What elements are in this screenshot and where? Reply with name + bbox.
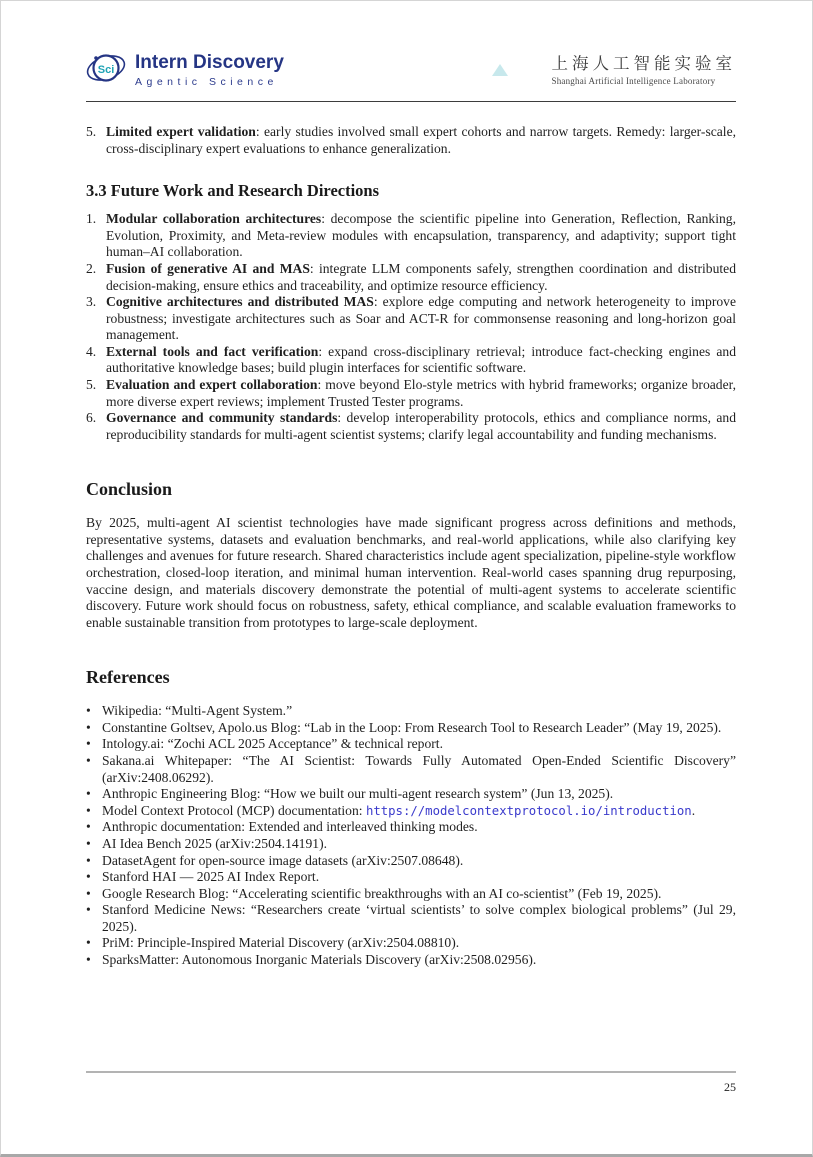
item-text [106,124,736,157]
reference-item [86,952,736,969]
reference-item [86,853,736,870]
page-body [86,102,736,969]
lab-name-cn: 上海人工智能实验室 [551,54,736,74]
logo-title: Intern Discovery [135,52,284,74]
item-body: : develop interoperability protocols, ethics and compliance norms, and reproducibility standards for multi-agent scientist systems; clarify legal accountability and funding mechanisms. [106,410,736,442]
reference-item [86,720,736,737]
sci-atom-icon [86,49,128,92]
item-number: 5. [86,377,97,393]
bullet-icon: • [86,852,91,868]
item-body: : early studies involved small expert cohorts and narrow targets. Remedy: larger-scale, cross-disciplinary expert evaluations to enhance generalization. [106,124,737,156]
page-number: 25 [724,1080,736,1094]
reference-item [86,803,736,820]
list-item [86,377,736,410]
bullet-icon: • [86,902,91,918]
item-text [106,261,736,294]
bullet-icon: • [86,869,91,885]
page-footer [86,1071,736,1096]
reference-text: Intology.ai: “Zochi ACL 2025 Acceptance” & technical report. [102,736,443,752]
reference-item [86,902,736,935]
list-item [86,344,736,377]
reference-text: Anthropic documentation: Extended and interleaved thinking modes. [102,819,478,835]
item-lead: Limited expert validation [106,124,256,139]
bullet-icon: • [86,719,91,735]
item-lead: Governance and community standards [106,410,338,426]
reference-text: Stanford Medicine News: “Researchers create ‘virtual scientists’ to solve complex biological problems” (Jul 29, 2025). [102,902,736,934]
item-body: : expand cross-disciplinary retrieval; introduce fact-checking engines and authoritative knowledge bases; build plugin interfaces for scientific software. [106,343,736,376]
item-text [106,294,736,344]
reference-item [86,836,736,853]
references-list [86,703,736,968]
reference-text: PriM: Principle-Inspired Material Discovery (arXiv:2504.08810). [102,935,460,951]
bullet-icon: • [86,885,91,901]
list-item [86,124,736,157]
reference-text: Anthropic Engineering Blog: “How we built our multi-agent research system” (Jun 13, 2025). [102,786,614,802]
item-body: : explore edge computing and network heterogeneity to improve robustness; investigate architectures such as Soar and ACT-R for commonsense reasoning and long-horizon goal management. [106,294,736,343]
reference-text: DatasetAgent for open-source image datasets (arXiv:2507.08648). [102,852,464,868]
challenges-list-continued [86,124,736,157]
item-lead: External tools and fact verification [106,343,319,359]
reference-text: SparksMatter: Autonomous Inorganic Materials Discovery (arXiv:2508.02956). [102,952,537,967]
reference-item [86,869,736,886]
page-header [86,1,736,92]
shanghai-ai-lab-logo [470,52,737,89]
reference-text: Stanford HAI — 2025 AI Index Report. [102,869,320,885]
item-text [106,410,736,443]
reference-item [86,819,736,836]
bullet-icon: • [86,786,91,802]
item-number: 4. [86,343,97,359]
list-item [86,410,736,443]
item-number: 3. [86,294,97,310]
reference-pre-text: Model Context Protocol (MCP) documentation: [102,802,366,818]
item-body: : move beyond Elo-style metrics with hybrid frameworks; organize broader, more diverse expert reviews; implement Trusted Tester programs. [106,377,736,409]
reference-item [86,886,736,903]
reference-suffix: . [691,802,696,818]
intern-discovery-logo [86,49,284,92]
list-item [86,211,736,261]
mcp-doc-link[interactable]: https://modelcontextprotocol.io/introduction [365,803,692,818]
reference-item [86,736,736,753]
reference-text: Wikipedia: “Multi-Agent System.” [102,703,293,719]
item-number: 2. [86,261,97,277]
item-text [106,344,736,377]
bullet-icon: • [86,835,91,851]
reference-text: Constantine Goltsev, Apolo.us Blog: “Lab in the Loop: From Research Tool to Research Leader” (May 19, 2025). [102,719,722,735]
future-work-list [86,211,736,443]
reference-item [86,703,736,720]
bullet-icon: • [86,935,91,951]
reference-text: Google Research Blog: “Accelerating scientific breakthroughs with an AI co-scientist” (Feb 19, 2025). [102,885,662,901]
list-item [86,294,736,344]
conclusion-paragraph: By 2025, multi-agent AI scientist technologies have made significant progress across definitions and methods, representative systems, datasets and evaluation benchmarks, and real-world applications, while also clarifying key challenges and avenues for future research. Shared characteristics include agent specialization, pipeline-style workflow orchestration, closed-loop iteration, and minimal human intervention. Real-world cases spanning drug repurposing, vaccine design, and materials discovery demonstrate the potential of multi-agent systems to accelerate scientific discovery. Future work should focus on robustness, safety, ethical compliance, and scalable evaluation frameworks to enable sustainable transition from prototypes to large-scale deployment. [86,515,736,630]
reference-text: Sakana.ai Whitepaper: “The AI Scientist: Towards Fully Automated Open-Ended Scientific Discovery” (arXiv:2408.06292). [102,753,736,785]
item-number: 6. [86,410,97,426]
reference-item [86,786,736,803]
lab-stripes-icon [470,52,544,89]
conclusion-heading: Conclusion [86,479,173,500]
item-lead: Cognitive architectures and distributed MAS [106,294,374,310]
bullet-icon: • [86,753,91,769]
bullet-icon: • [86,952,91,967]
item-text [106,211,736,261]
item-lead: Modular collaboration architectures [106,211,322,227]
reference-item [86,753,736,786]
item-text [106,377,736,410]
lab-name-en: Shanghai Artificial Intelligence Laboratory [551,75,716,86]
item-body: : integrate LLM components safely, strengthen coordination and distributed decision-making, ensure ethics and traceability, and optimize resource efficiency. [106,261,736,293]
item-number: 1. [86,211,97,227]
item-lead: Fusion of generative AI and MAS [106,261,310,277]
bullet-icon: • [86,819,91,835]
item-number: 5. [86,124,97,139]
bullet-icon: • [86,736,91,752]
bullet-icon: • [86,703,91,719]
svg-text:Sci: Sci [97,64,115,76]
references-heading: References [86,667,170,688]
bullet-icon: • [86,802,91,818]
item-body: : decompose the scientific pipeline into Generation, Reflection, Ranking, Evolution, Proximity, and Meta-review modules with encapsulation, transparency, and adaptivity; support tight human–AI collaboration. [106,211,737,260]
section-heading-future-work: 3.3 Future Work and Research Directions [86,181,380,201]
logo-subtitle: Agentic Science [135,75,278,88]
list-item [86,261,736,294]
reference-text: AI Idea Bench 2025 (arXiv:2504.14191). [102,835,327,851]
reference-text [102,803,736,820]
reference-item [86,935,736,952]
item-lead: Evaluation and expert collaboration [106,377,318,393]
